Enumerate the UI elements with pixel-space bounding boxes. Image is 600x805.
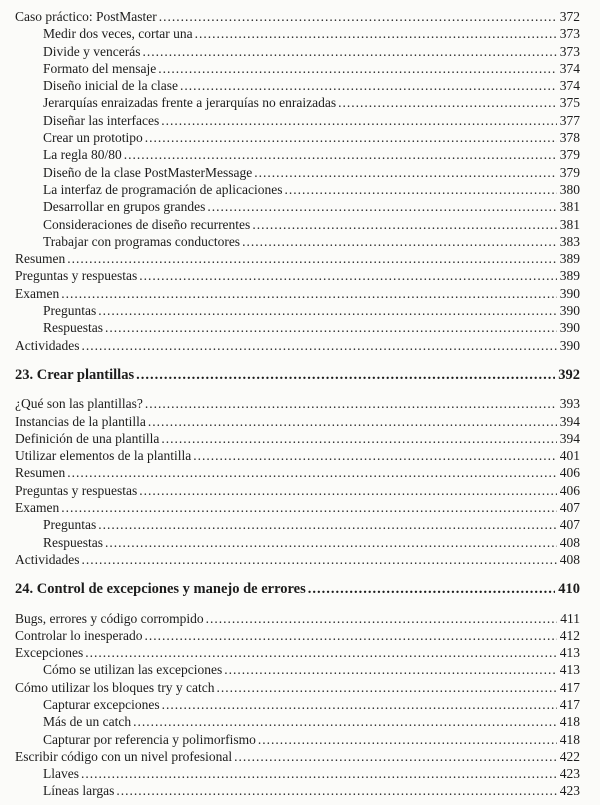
toc-entry-row bbox=[15, 782, 580, 799]
toc-entry-row bbox=[15, 661, 580, 678]
toc-entry-label: Capturar excepciones bbox=[43, 696, 160, 712]
toc-page-number: 406 bbox=[559, 482, 580, 498]
toc-entry-row bbox=[15, 534, 580, 551]
dot-leader bbox=[207, 198, 556, 215]
toc-entry-label: Examen bbox=[15, 285, 60, 301]
toc-entry-row bbox=[15, 551, 580, 568]
toc-entry-row bbox=[15, 198, 580, 215]
dot-leader bbox=[139, 482, 557, 499]
toc-entry-row bbox=[15, 112, 580, 129]
toc-entry-label: Preguntas y respuestas bbox=[15, 268, 138, 284]
dot-leader bbox=[98, 516, 557, 533]
dot-leader bbox=[338, 94, 557, 111]
toc-entry-row bbox=[15, 395, 580, 412]
toc-page-number: 418 bbox=[559, 714, 580, 730]
toc-entry-row bbox=[15, 302, 580, 319]
toc-chapter-row bbox=[15, 581, 580, 598]
toc-entry-row bbox=[15, 482, 580, 499]
dot-leader bbox=[206, 610, 558, 627]
dot-leader bbox=[61, 285, 557, 302]
toc-entry-row bbox=[15, 627, 580, 644]
dot-leader bbox=[145, 129, 557, 146]
dot-leader bbox=[81, 765, 557, 782]
toc-entry-label: Utilizar elementos de la plantilla bbox=[15, 448, 192, 464]
toc-entry-row bbox=[15, 129, 580, 146]
dot-leader bbox=[252, 216, 556, 233]
toc-entry-row bbox=[15, 731, 580, 748]
toc-entry-label: Caso práctico: PostMaster bbox=[15, 9, 157, 24]
dot-leader bbox=[67, 250, 557, 267]
dot-leader bbox=[159, 8, 557, 25]
toc-page-number: 373 bbox=[559, 26, 580, 42]
toc-page-number: 374 bbox=[559, 60, 580, 76]
toc-entry-row bbox=[15, 319, 580, 336]
toc-entry-row bbox=[15, 516, 580, 533]
toc-entry-row bbox=[15, 25, 580, 42]
toc-page-number: 390 bbox=[559, 320, 580, 336]
dot-leader bbox=[195, 25, 557, 42]
dot-leader bbox=[158, 60, 557, 77]
toc-entry-label: Capturar por referencia y polimorfismo bbox=[43, 731, 256, 747]
toc-page-number: 394 bbox=[559, 413, 580, 429]
toc-entry-label: Actividades bbox=[15, 337, 80, 353]
toc-entry-label: Trabajar con programas conductores bbox=[43, 233, 241, 249]
toc-entry-label: Divide y vencerás bbox=[43, 43, 141, 59]
toc-page-number: 375 bbox=[559, 95, 580, 111]
toc-entry-row bbox=[15, 8, 580, 25]
toc-page-number: 372 bbox=[559, 9, 580, 24]
toc-entry-label: Jerarquías enraizadas frente a jerarquías no enraizadas bbox=[43, 95, 337, 111]
toc-entry-label: Resumen bbox=[15, 251, 66, 267]
toc-entry-label: Preguntas bbox=[43, 303, 97, 319]
dot-leader bbox=[308, 581, 555, 598]
toc-entry-label: 23. Crear plantillas bbox=[15, 366, 135, 383]
toc-entry-row bbox=[15, 267, 580, 284]
dot-leader bbox=[144, 627, 556, 644]
toc-entry-row bbox=[15, 713, 580, 730]
toc-entry-label: Respuestas bbox=[43, 534, 103, 550]
dot-leader bbox=[216, 679, 556, 696]
dot-leader bbox=[105, 319, 557, 336]
toc-entry-row bbox=[15, 447, 580, 464]
dot-leader bbox=[85, 644, 557, 661]
toc-entry-label: Bugs, errores y código corrompido bbox=[15, 610, 204, 626]
toc-page-number: 373 bbox=[559, 43, 580, 59]
toc-entry-label: Líneas largas bbox=[43, 783, 115, 799]
toc-page-number: 411 bbox=[560, 610, 580, 626]
toc-chapter-row bbox=[15, 367, 580, 384]
toc-page-number: 381 bbox=[559, 216, 580, 232]
toc-entry-row bbox=[15, 499, 580, 516]
dot-leader bbox=[136, 367, 555, 384]
toc-entry-row bbox=[15, 77, 580, 94]
dot-leader bbox=[224, 661, 557, 678]
toc-entry-row bbox=[15, 413, 580, 430]
toc-entry-label: Llaves bbox=[43, 766, 79, 782]
dot-leader bbox=[61, 499, 557, 516]
toc-entry-label: Crear un prototipo bbox=[43, 130, 143, 146]
dot-leader bbox=[161, 112, 557, 129]
dot-leader bbox=[148, 413, 557, 430]
toc-entry-label: Diseñar las interfaces bbox=[43, 112, 160, 128]
dot-leader bbox=[81, 337, 556, 354]
toc-entry-label: Preguntas y respuestas bbox=[15, 482, 138, 498]
toc-entry-label: Respuestas bbox=[43, 320, 103, 336]
toc-entry-label: Formato del mensaje bbox=[43, 60, 157, 76]
dot-leader bbox=[67, 464, 557, 481]
dot-leader bbox=[142, 43, 556, 60]
dot-leader bbox=[162, 696, 557, 713]
dot-leader bbox=[81, 551, 556, 568]
toc-page-number: 423 bbox=[559, 766, 580, 782]
toc-entry-row bbox=[15, 164, 580, 181]
dot-leader bbox=[98, 302, 557, 319]
toc-page-number: 422 bbox=[559, 748, 580, 764]
toc-page-number: 407 bbox=[559, 517, 580, 533]
dot-leader bbox=[242, 233, 557, 250]
toc-page-number: 417 bbox=[559, 696, 580, 712]
toc-entry-label: Excepciones bbox=[15, 645, 84, 661]
toc-entry-row bbox=[15, 233, 580, 250]
toc-entry-label: Definición de una plantilla bbox=[15, 430, 160, 446]
toc-page-number: 394 bbox=[559, 430, 580, 446]
toc-entry-label: Desarrollar en grupos grandes bbox=[43, 199, 206, 215]
toc-page-number: 378 bbox=[559, 130, 580, 146]
toc-entry-row bbox=[15, 43, 580, 60]
toc-entry-row bbox=[15, 679, 580, 696]
toc-entry-row bbox=[15, 748, 580, 765]
toc-entry-row bbox=[15, 250, 580, 267]
toc-page-number: 383 bbox=[559, 233, 580, 249]
toc-page-number: 408 bbox=[559, 551, 580, 567]
toc-entry-row bbox=[15, 285, 580, 302]
dot-leader bbox=[139, 267, 557, 284]
toc-page-number: 418 bbox=[559, 731, 580, 747]
toc-page-number: 413 bbox=[559, 645, 580, 661]
toc-entry-label: Escribir código con un nivel profesional bbox=[15, 748, 233, 764]
toc-page-number: 412 bbox=[559, 627, 580, 643]
dot-leader bbox=[258, 731, 557, 748]
dot-leader bbox=[105, 534, 557, 551]
toc-entry-row bbox=[15, 337, 580, 354]
toc-entry-label: Diseño inicial de la clase bbox=[43, 78, 178, 94]
toc-page-number: 417 bbox=[559, 679, 580, 695]
toc-page-number: 381 bbox=[559, 199, 580, 215]
toc-entry-label: Más de un catch bbox=[43, 714, 132, 730]
dot-leader bbox=[116, 782, 556, 799]
toc-entry-row bbox=[15, 60, 580, 77]
toc-page-number: 390 bbox=[559, 337, 580, 353]
toc-entry-label: Cómo se utilizan las excepciones bbox=[43, 662, 223, 678]
dot-leader bbox=[133, 713, 557, 730]
toc-entry-label: 24. Control de excepciones y manejo de errores bbox=[15, 581, 306, 598]
toc-entry-label: Diseño de la clase PostMasterMessage bbox=[43, 164, 253, 180]
toc-entry-label: Consideraciones de diseño recurrentes bbox=[43, 216, 251, 232]
toc-page-number: 374 bbox=[559, 78, 580, 94]
toc-entry-row bbox=[15, 94, 580, 111]
toc-page-number: 380 bbox=[559, 181, 580, 197]
toc-entry-label: Preguntas bbox=[43, 517, 97, 533]
toc-entry-label: Controlar lo inesperado bbox=[15, 627, 143, 643]
toc-entry-row bbox=[15, 696, 580, 713]
toc-entry-row bbox=[15, 430, 580, 447]
toc-entry-label: Cómo utilizar los bloques try y catch bbox=[15, 679, 215, 695]
toc-entry-row bbox=[15, 216, 580, 233]
dot-leader bbox=[161, 430, 556, 447]
dot-leader bbox=[193, 447, 557, 464]
toc-page-number: 379 bbox=[559, 147, 580, 163]
toc-entry-row bbox=[15, 610, 580, 627]
toc-entry-row bbox=[15, 644, 580, 661]
dot-leader bbox=[234, 748, 557, 765]
toc-entry-row bbox=[15, 765, 580, 782]
toc-entry-row bbox=[15, 146, 580, 163]
toc-entry-row bbox=[15, 464, 580, 481]
toc-page-number: 377 bbox=[559, 112, 580, 128]
toc-page-number: 406 bbox=[559, 465, 580, 481]
toc-page-number: 389 bbox=[559, 251, 580, 267]
toc-entry-label: Actividades bbox=[15, 551, 80, 567]
toc-page-number: 408 bbox=[559, 534, 580, 550]
toc-entry-row bbox=[15, 181, 580, 198]
toc-page-number: 392 bbox=[558, 366, 580, 383]
toc-entry-label: Examen bbox=[15, 500, 60, 516]
dot-leader bbox=[285, 181, 557, 198]
toc-entry-label: ¿Qué son las plantillas? bbox=[15, 396, 143, 412]
toc-entry-label: Instancias de la plantilla bbox=[15, 413, 146, 429]
toc-entry-label: Resumen bbox=[15, 465, 66, 481]
toc-page-number: 389 bbox=[559, 268, 580, 284]
toc-list bbox=[15, 8, 580, 800]
toc-page-number: 423 bbox=[559, 783, 580, 799]
toc-page-number: 390 bbox=[559, 285, 580, 301]
toc-page-number: 379 bbox=[559, 164, 580, 180]
toc-page-number: 413 bbox=[559, 662, 580, 678]
toc-page-number: 390 bbox=[559, 303, 580, 319]
toc-entry-label: La regla 80/80 bbox=[43, 147, 122, 163]
dot-leader bbox=[124, 146, 557, 163]
toc-page-number: 407 bbox=[559, 500, 580, 516]
dot-leader bbox=[145, 395, 557, 412]
dot-leader bbox=[180, 77, 557, 94]
toc-page-number: 401 bbox=[559, 448, 580, 464]
toc-page-number: 410 bbox=[558, 581, 580, 598]
toc-entry-label: Medir dos veces, cortar una bbox=[43, 26, 193, 42]
dot-leader bbox=[254, 164, 557, 181]
toc-entry-label: La interfaz de programación de aplicaciones bbox=[43, 181, 283, 197]
toc-page-number: 393 bbox=[559, 396, 580, 412]
